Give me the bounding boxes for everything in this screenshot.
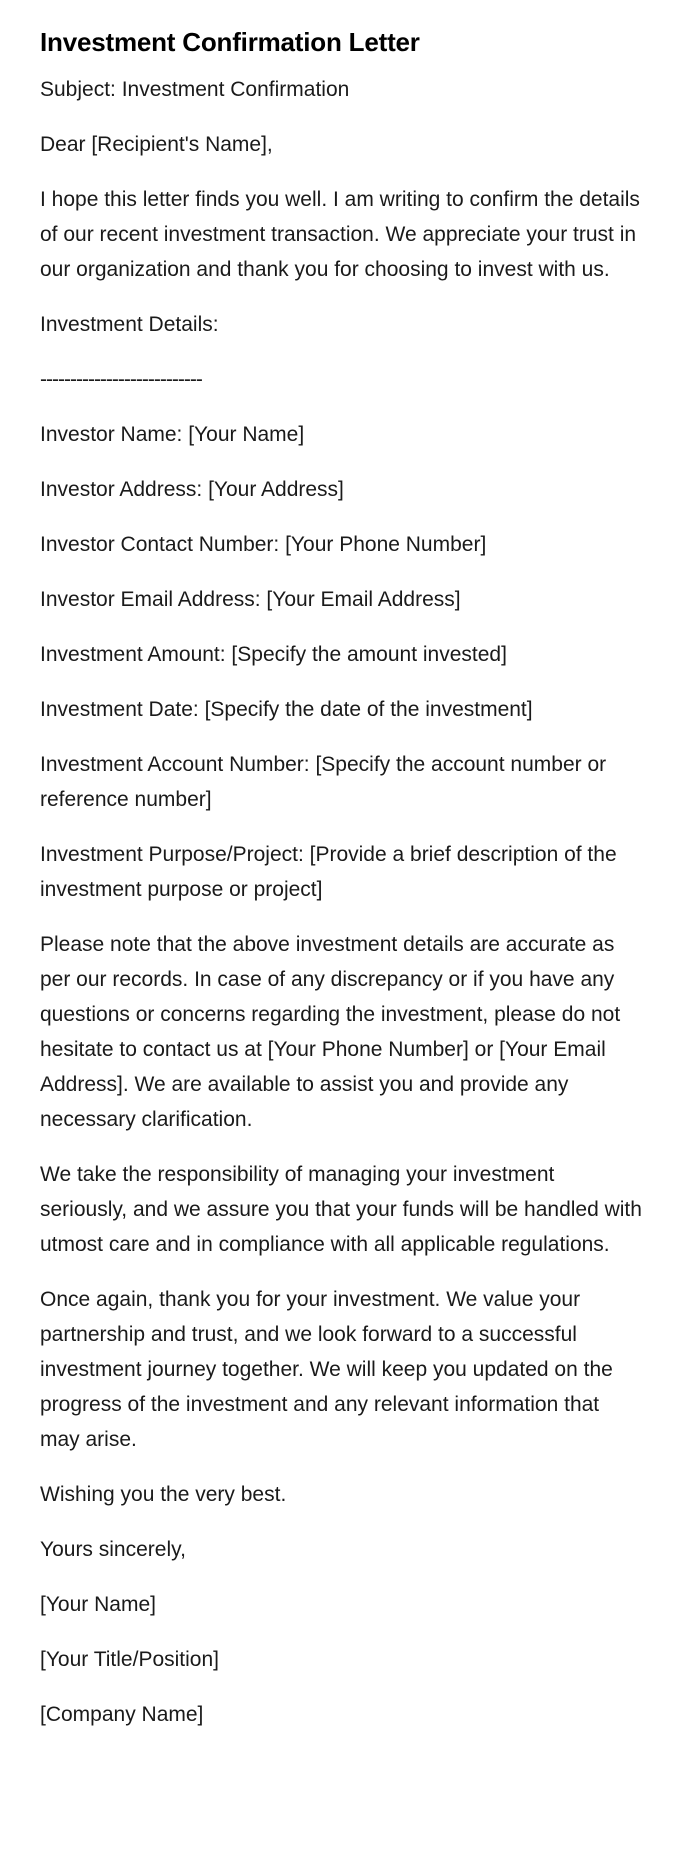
detail-investment-amount: Investment Amount: [Specify the amount invested] xyxy=(40,643,507,666)
letter-title: Investment Confirmation Letter xyxy=(40,27,420,57)
detail-investment-date: Investment Date: [Specify the date of the investment] xyxy=(40,698,533,721)
letter-subject: Subject: Investment Confirmation xyxy=(40,78,350,101)
sender-title: [Your Title/Position] xyxy=(40,1648,219,1671)
detail-investor-email: Investor Email Address: [Your Email Address] xyxy=(40,588,461,611)
letter-thanks: Once again, thank you for your investment. We value your partnership and trust, and we look forward to a successful investment journey together. We will keep you updated on the progress of the investment and any relevant information that may arise. xyxy=(40,1288,613,1451)
detail-investor-address: Investor Address: [Your Address] xyxy=(40,478,344,501)
letter-wishes: Wishing you the very best. xyxy=(40,1483,287,1506)
detail-investor-contact: Investor Contact Number: [Your Phone Number] xyxy=(40,533,487,556)
letter-closing: Yours sincerely, xyxy=(40,1538,186,1561)
company-name: [Company Name] xyxy=(40,1703,204,1726)
detail-investor-name: Investor Name: [Your Name] xyxy=(40,423,305,446)
letter-note: Please note that the above investment details are accurate as per our records. In case of any discrepancy or if you have any questions or concerns regarding the investment, please do not hesitate to contact us at [Your Phone Number] or [Your Email Address]. We are available to assist you and provide any necessary clarification. xyxy=(40,933,621,1131)
letter-responsibility: We take the responsibility of managing your investment seriously, and we assure you that your funds will be handled with utmost care and in compliance with all applicable regulations. xyxy=(40,1163,642,1256)
sender-name: [Your Name] xyxy=(40,1593,156,1616)
details-divider: --------------------------- xyxy=(40,368,202,391)
details-heading: Investment Details: xyxy=(40,313,219,336)
detail-investment-purpose: Investment Purpose/Project: [Provide a brief description of the investment purpose or project] xyxy=(40,843,617,901)
letter-intro: I hope this letter finds you well. I am writing to confirm the details of our recent investment transaction. We appreciate your trust in our organization and thank you for choosing to invest with us. xyxy=(40,188,640,281)
letter-salutation: Dear [Recipient's Name], xyxy=(40,133,273,156)
detail-account-number: Investment Account Number: [Specify the account number or reference number] xyxy=(40,753,607,811)
